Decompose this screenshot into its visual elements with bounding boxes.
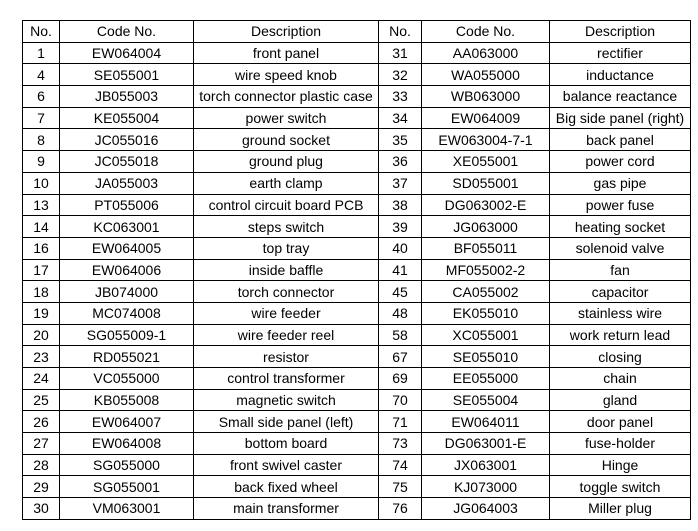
code-number-left: VC055000 — [60, 368, 194, 390]
description-right: fan — [550, 259, 691, 281]
part-number-right: 73 — [379, 433, 422, 455]
code-number-right: WA055000 — [422, 64, 550, 86]
part-number-left: 14 — [23, 216, 60, 238]
description-right: gas pipe — [550, 172, 691, 194]
part-number-right: 75 — [379, 476, 422, 498]
description-left: Small side panel (left) — [194, 411, 379, 433]
part-number-left: 13 — [23, 194, 60, 216]
code-number-right: XC055001 — [422, 324, 550, 346]
description-left: control circuit board PCB — [194, 194, 379, 216]
code-number-left: SG055001 — [60, 476, 194, 498]
table-row — [23, 346, 691, 368]
description-right: door panel — [550, 411, 691, 433]
code-number-right: WB063000 — [422, 86, 550, 108]
part-number-left: 18 — [23, 281, 60, 303]
table-row — [23, 498, 691, 520]
code-number-left: EW064007 — [60, 411, 194, 433]
code-number-left: SG055009-1 — [60, 324, 194, 346]
description-left: wire feeder — [194, 302, 379, 324]
header-row — [23, 21, 691, 43]
part-number-right: 41 — [379, 259, 422, 281]
header-no-left: No. — [23, 21, 60, 43]
description-right: Miller plug — [550, 498, 691, 520]
part-number-right: 67 — [379, 346, 422, 368]
table-row — [23, 151, 691, 173]
code-number-left: EW064004 — [60, 42, 194, 64]
description-left: torch connector — [194, 281, 379, 303]
part-number-right: 48 — [379, 302, 422, 324]
description-right: chain — [550, 368, 691, 390]
description-left: steps switch — [194, 216, 379, 238]
table-row — [23, 194, 691, 216]
description-right: balance reactance — [550, 86, 691, 108]
description-left: resistor — [194, 346, 379, 368]
part-number-right: 38 — [379, 194, 422, 216]
code-number-right: SD055001 — [422, 172, 550, 194]
description-right: power cord — [550, 151, 691, 173]
code-number-left: JB055003 — [60, 86, 194, 108]
description-right: power fuse — [550, 194, 691, 216]
table-row — [23, 86, 691, 108]
part-number-right: 32 — [379, 64, 422, 86]
part-number-right: 70 — [379, 389, 422, 411]
code-number-left: MC074008 — [60, 302, 194, 324]
header-description-left: Description — [194, 21, 379, 43]
description-left: magnetic switch — [194, 389, 379, 411]
code-number-left: PT055006 — [60, 194, 194, 216]
table-row — [23, 216, 691, 238]
description-right: stainless wire — [550, 302, 691, 324]
description-left: wire feeder reel — [194, 324, 379, 346]
code-number-left: KC063001 — [60, 216, 194, 238]
description-right: rectifier — [550, 42, 691, 64]
description-right: Big side panel (right) — [550, 107, 691, 129]
part-number-left: 6 — [23, 86, 60, 108]
table-row — [23, 281, 691, 303]
table-row — [23, 389, 691, 411]
table-row — [23, 42, 691, 64]
description-right: toggle switch — [550, 476, 691, 498]
part-number-right: 35 — [379, 129, 422, 151]
code-number-left: JC055018 — [60, 151, 194, 173]
part-number-left: 9 — [23, 151, 60, 173]
description-left: torch connector plastic case — [194, 86, 379, 108]
code-number-right: EK055010 — [422, 302, 550, 324]
code-number-left: JA055003 — [60, 172, 194, 194]
table-row — [23, 411, 691, 433]
part-number-right: 36 — [379, 151, 422, 173]
code-number-right: XE055001 — [422, 151, 550, 173]
code-number-left: EW064008 — [60, 433, 194, 455]
description-left: power switch — [194, 107, 379, 129]
code-number-left: RD055021 — [60, 346, 194, 368]
code-number-left: JC055016 — [60, 129, 194, 151]
description-left: ground plug — [194, 151, 379, 173]
part-number-left: 19 — [23, 302, 60, 324]
part-number-right: 74 — [379, 454, 422, 476]
code-number-left: KE055004 — [60, 107, 194, 129]
description-left: front panel — [194, 42, 379, 64]
code-number-right: JG063000 — [422, 216, 550, 238]
part-number-left: 4 — [23, 64, 60, 86]
part-number-right: 39 — [379, 216, 422, 238]
description-right: inductance — [550, 64, 691, 86]
parts-table — [22, 20, 691, 520]
part-number-left: 24 — [23, 368, 60, 390]
code-number-left: VM063001 — [60, 498, 194, 520]
header-code-right: Code No. — [422, 21, 550, 43]
description-left: wire speed knob — [194, 64, 379, 86]
code-number-right: JX063001 — [422, 454, 550, 476]
table-row — [23, 237, 691, 259]
description-left: main transformer — [194, 498, 379, 520]
code-number-right: JG064003 — [422, 498, 550, 520]
header-no-right: No. — [379, 21, 422, 43]
description-left: back fixed wheel — [194, 476, 379, 498]
code-number-right: DG063001-E — [422, 433, 550, 455]
description-left: bottom board — [194, 433, 379, 455]
code-number-right: BF055011 — [422, 237, 550, 259]
part-number-left: 29 — [23, 476, 60, 498]
code-number-left: SE055001 — [60, 64, 194, 86]
code-number-right: EW064011 — [422, 411, 550, 433]
part-number-left: 7 — [23, 107, 60, 129]
description-right: solenoid valve — [550, 237, 691, 259]
description-right: back panel — [550, 129, 691, 151]
part-number-left: 25 — [23, 389, 60, 411]
code-number-right: DG063002-E — [422, 194, 550, 216]
table-row — [23, 302, 691, 324]
code-number-right: SE055010 — [422, 346, 550, 368]
part-number-left: 20 — [23, 324, 60, 346]
parts-body — [23, 42, 691, 519]
table-row — [23, 172, 691, 194]
part-number-right: 69 — [379, 368, 422, 390]
part-number-right: 58 — [379, 324, 422, 346]
code-number-right: EE055000 — [422, 368, 550, 390]
part-number-left: 27 — [23, 433, 60, 455]
header-code-left: Code No. — [60, 21, 194, 43]
description-right: heating socket — [550, 216, 691, 238]
code-number-right: MF055002-2 — [422, 259, 550, 281]
code-number-right: CA055002 — [422, 281, 550, 303]
description-left: control transformer — [194, 368, 379, 390]
code-number-left: EW064005 — [60, 237, 194, 259]
code-number-right: EW063004-7-1 — [422, 129, 550, 151]
part-number-right: 76 — [379, 498, 422, 520]
part-number-left: 23 — [23, 346, 60, 368]
description-left: front swivel caster — [194, 454, 379, 476]
table-row — [23, 259, 691, 281]
part-number-left: 16 — [23, 237, 60, 259]
part-number-left: 28 — [23, 454, 60, 476]
description-left: inside baffle — [194, 259, 379, 281]
part-number-right: 34 — [379, 107, 422, 129]
part-number-left: 17 — [23, 259, 60, 281]
table-row — [23, 64, 691, 86]
table-row — [23, 454, 691, 476]
table-row — [23, 107, 691, 129]
part-number-left: 10 — [23, 172, 60, 194]
description-right: closing — [550, 346, 691, 368]
table-row — [23, 476, 691, 498]
code-number-left: KB055008 — [60, 389, 194, 411]
table-row — [23, 324, 691, 346]
code-number-left: EW064006 — [60, 259, 194, 281]
description-left: top tray — [194, 237, 379, 259]
part-number-left: 1 — [23, 42, 60, 64]
description-right: gland — [550, 389, 691, 411]
description-right: capacitor — [550, 281, 691, 303]
code-number-right: AA063000 — [422, 42, 550, 64]
part-number-right: 40 — [379, 237, 422, 259]
part-number-right: 45 — [379, 281, 422, 303]
part-number-right: 37 — [379, 172, 422, 194]
part-number-right: 33 — [379, 86, 422, 108]
part-number-left: 30 — [23, 498, 60, 520]
description-right: Hinge — [550, 454, 691, 476]
code-number-left: JB074000 — [60, 281, 194, 303]
table-row — [23, 129, 691, 151]
table-row — [23, 433, 691, 455]
description-right: fuse-holder — [550, 433, 691, 455]
description-right: work return lead — [550, 324, 691, 346]
code-number-left: SG055000 — [60, 454, 194, 476]
description-left: earth clamp — [194, 172, 379, 194]
code-number-right: EW064009 — [422, 107, 550, 129]
header-description-right: Description — [550, 21, 691, 43]
part-number-left: 26 — [23, 411, 60, 433]
part-number-right: 71 — [379, 411, 422, 433]
part-number-left: 8 — [23, 129, 60, 151]
description-left: ground socket — [194, 129, 379, 151]
code-number-right: SE055004 — [422, 389, 550, 411]
part-number-right: 31 — [379, 42, 422, 64]
code-number-right: KJ073000 — [422, 476, 550, 498]
table-row — [23, 368, 691, 390]
